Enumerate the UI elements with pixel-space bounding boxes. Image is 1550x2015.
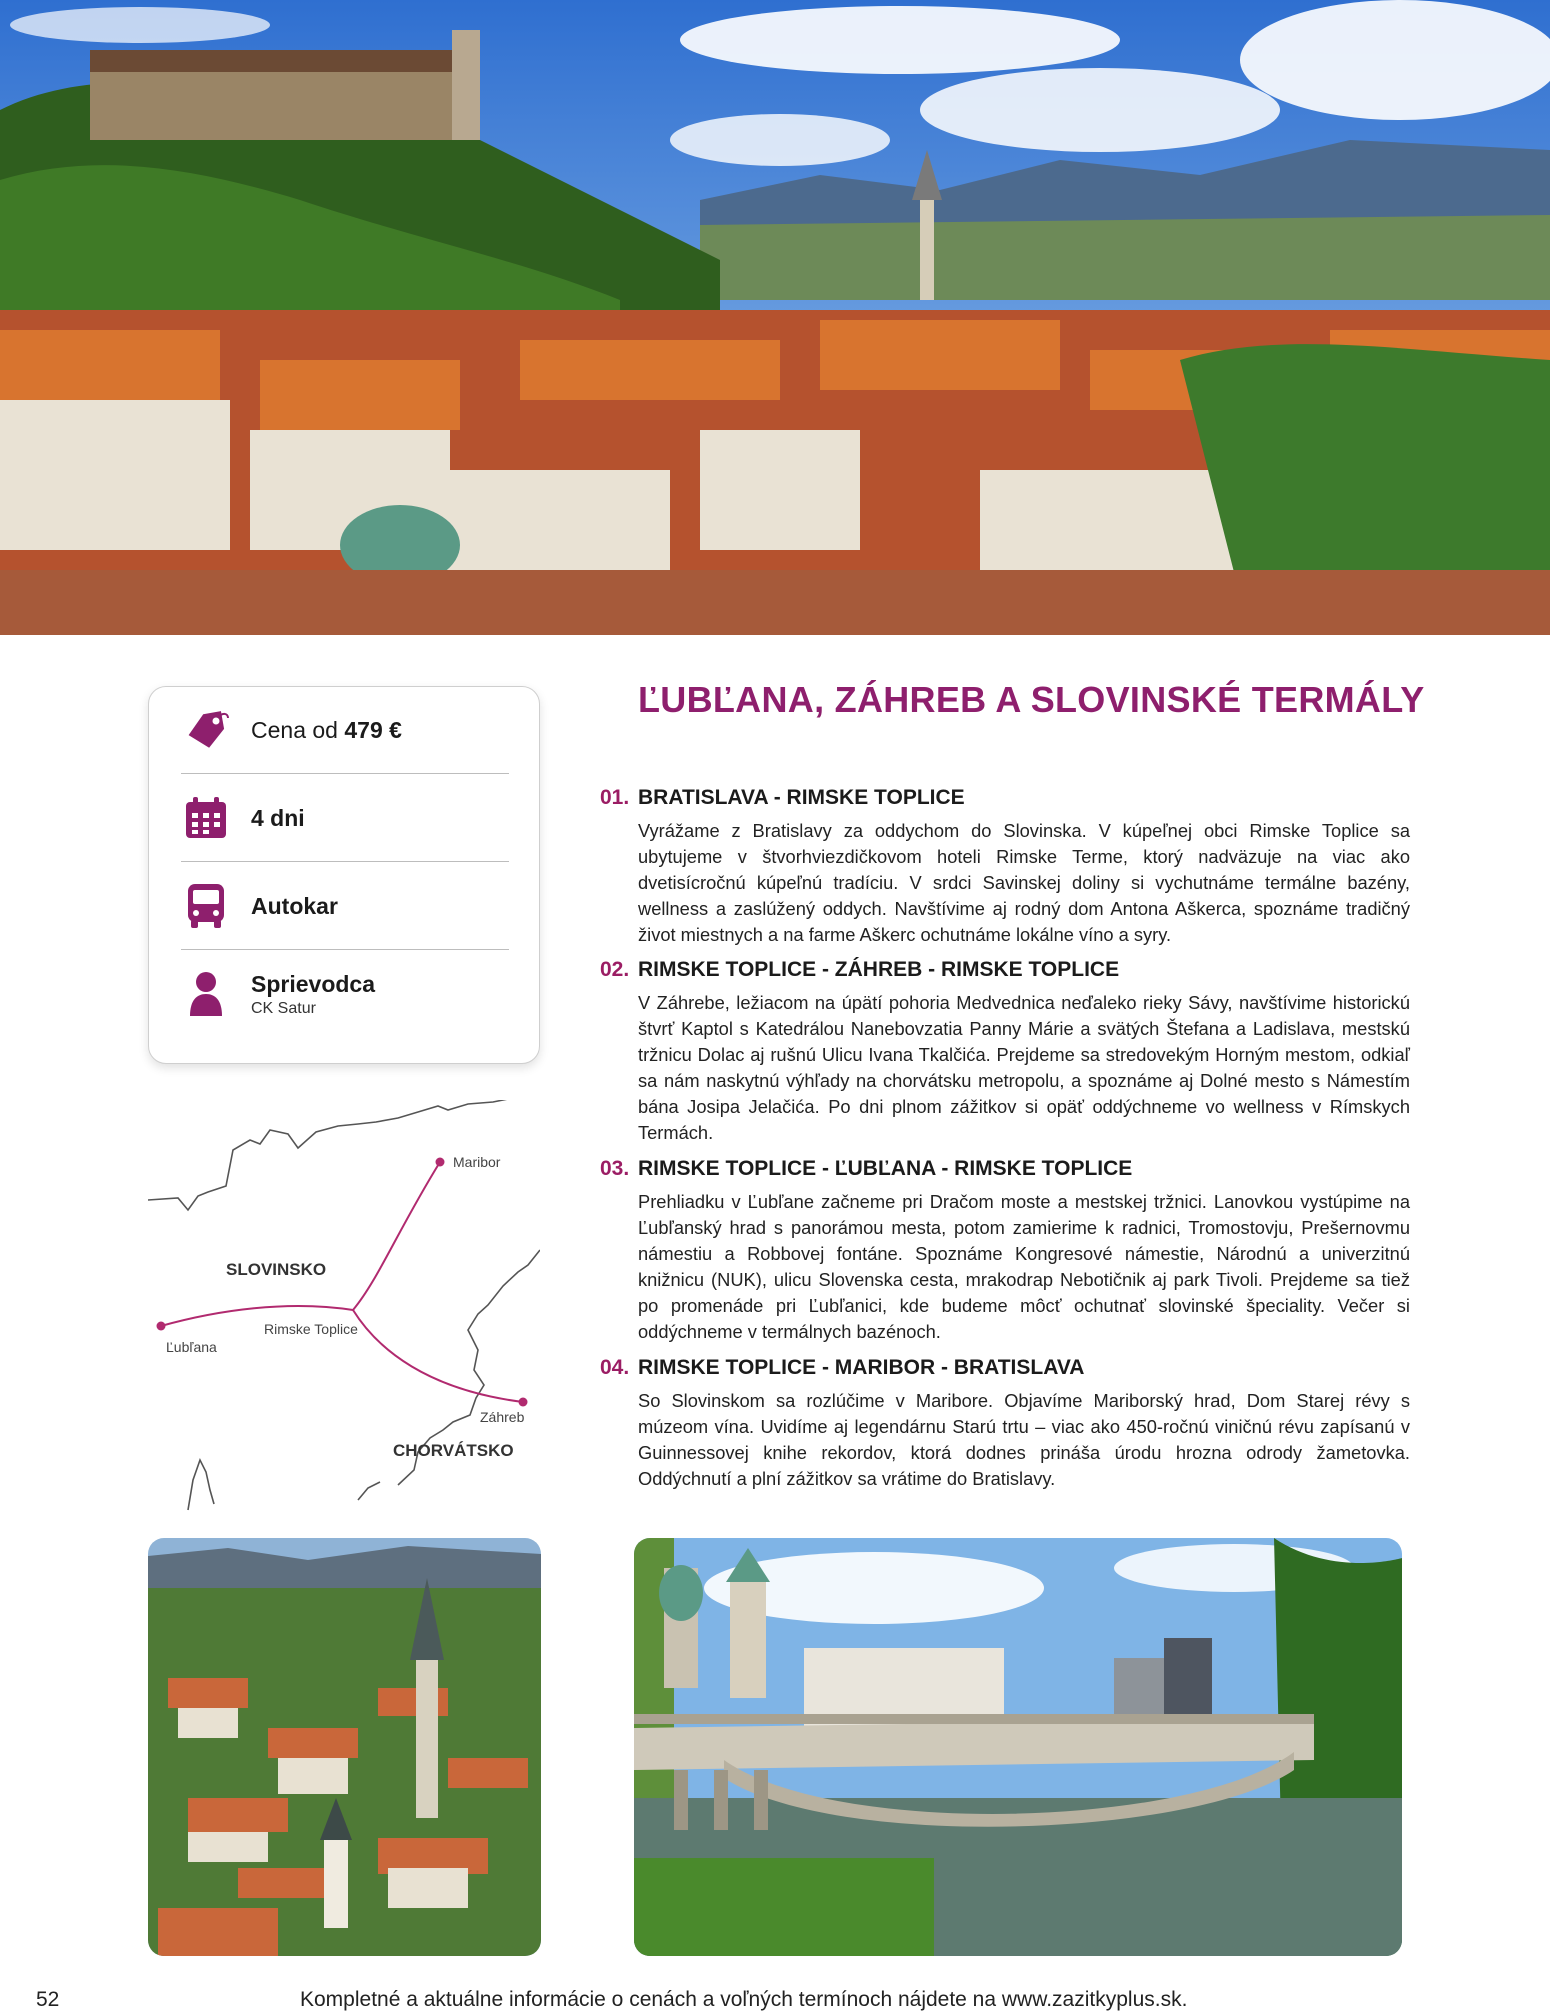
- day-heading: RIMSKE TOPLICE - MARIBOR - BRATISLAVA: [638, 1356, 1085, 1379]
- itinerary-day-4: [600, 1354, 1410, 1492]
- map-dot-maribor: [436, 1158, 445, 1167]
- calendar-icon: [181, 793, 231, 843]
- map-label-ljubljana: Ľubľana: [166, 1339, 217, 1355]
- day-heading: BRATISLAVA - RIMSKE TOPLICE: [638, 786, 965, 809]
- footer-note: Kompletné a aktuálne informácie o cenách a voľných termínoch nájdete na www.zazitkyplus.sk.: [300, 1988, 1188, 2011]
- map-label-slovinsko: SLOVINSKO: [226, 1260, 327, 1279]
- map-label-rimske: Rimske Toplice: [264, 1321, 358, 1337]
- day-description: Prehliadku v Ľubľane začneme pri Dračom moste a mestskej tržnici. Lanovkou vystúpime na Ľubľanský hrad s panorámou mesta, potom zamierime k radnici, Tromostovju, Prešernovmu námestiu a Robbovej fontáne. Spoznáme Kongresové námestie, Národnú a univerzitnú knižnicu (NUK), ulicu Slovenska cesta, mrakodrap Nebotičnik aj park Tivoli. Prejdeme sa tiež po promenáde pri Ľubľanici, kde budeme môcť ochutnať slovinské špeciality. Večer si oddýchneme v termálnych bazénoch.: [638, 1191, 1410, 1342]
- price-value: 479 €: [344, 716, 402, 743]
- itinerary-day-3: [600, 1155, 1410, 1345]
- duration-row: [181, 775, 509, 862]
- day-number: 01.: [600, 786, 630, 809]
- day-number: 02.: [600, 958, 630, 981]
- map-label-zagreb: Záhreb: [480, 1409, 525, 1425]
- guide-title: Sprievodca: [251, 970, 375, 997]
- itinerary-day-1: [600, 784, 1410, 948]
- day-heading: RIMSKE TOPLICE - ĽUBĽANA - RIMSKE TOPLICE: [638, 1157, 1133, 1180]
- border-line-southwest: [358, 1482, 380, 1500]
- price-prefix: Cena od: [251, 716, 345, 743]
- hero-photo-ljubljana: [0, 0, 1550, 635]
- map-label-maribor: Maribor: [453, 1154, 501, 1170]
- page-number: 52: [36, 1988, 60, 2011]
- day-description: V Záhrebe, ležiacom na úpätí pohoria Medvednica neďaleko rieky Sávy, navštívime historickú štvrť Kaptol s Katedrálou Nanebovzatia Panny Márie a svätých Štefana a Ladislava, mestskú tržnicu Dolac aj rušnú Ulicu Ivana Tkalčića. Prejdeme sa stredovekým Horným mestom, odkiaľ sa nám naskytnú výhľady na chorvátsku metropolu, a spoznáme aj Dolné mesto s Námestím bána Josipa Jelačića. Po dni plnom zážitkov si opäť oddýchneme vo wellness v Rímskych Termách.: [638, 992, 1410, 1143]
- duration-value: 4 dni: [251, 804, 305, 831]
- route-map: [148, 1100, 540, 1520]
- map-label-chorvatsko: CHORVÁTSKO: [393, 1441, 514, 1460]
- map-dot-ljubljana: [157, 1322, 166, 1331]
- route-line: [353, 1162, 440, 1310]
- map-dot-zagreb: [519, 1398, 528, 1407]
- day-heading: RIMSKE TOPLICE - ZÁHREB - RIMSKE TOPLICE: [638, 958, 1120, 981]
- photo-ljubljana-panorama: [148, 1538, 541, 1956]
- trip-info-card: [148, 686, 540, 1064]
- transport-value: Autokar: [251, 892, 338, 919]
- guide-row: [181, 951, 509, 1037]
- day-number: 04.: [600, 1356, 630, 1379]
- transport-row: [181, 863, 509, 950]
- person-icon: [181, 969, 231, 1019]
- itinerary-day-2: [600, 956, 1410, 1146]
- day-number: 03.: [600, 1157, 630, 1180]
- price-row: [181, 687, 509, 774]
- guide-subtitle: CK Satur: [251, 999, 316, 1017]
- route-line: [353, 1310, 523, 1402]
- page-title: ĽUBĽANA, ZÁHREB A SLOVINSKÉ TERMÁLY: [638, 679, 1425, 720]
- border-line-south: [188, 1460, 214, 1510]
- price-tag-icon: [181, 705, 231, 755]
- day-description: Vyrážame z Bratislavy za oddychom do Slovinska. V kúpeľnej obci Rimske Toplice sa ubytujeme v štvorhviezdičkovom hoteli Rimske Terme, ktorý nadväzuje na viac ako dvetisícročnú kúpeľnú tradíciu. V srdci Savinskej doliny si vychutnáme termálne bazény, wellness a zaslúžený oddych. Navštívime aj rodný dom Antona Aškerca, spoznáme tradičný život miestnych a na farme Aškerc ochutnáme lokálne víno a syry.: [638, 820, 1410, 945]
- photo-dragon-bridge: [634, 1538, 1402, 1956]
- day-description: So Slovinskom sa rozlúčime v Maribore. Objavíme Mariborský hrad, Dom Starej révy s múzeom vína. Uvidíme aj legendárnu Starú trtu – viac ako 450-ročnú viničnú révu zapísanú v Guinnessovej knihe rekordov, ktorá dodnes prináša úrodu hrozna odrody žametovka. Oddýchnutí a plní zážitkov sa vrátime do Bratislavy.: [638, 1390, 1410, 1489]
- bus-icon: [181, 881, 231, 931]
